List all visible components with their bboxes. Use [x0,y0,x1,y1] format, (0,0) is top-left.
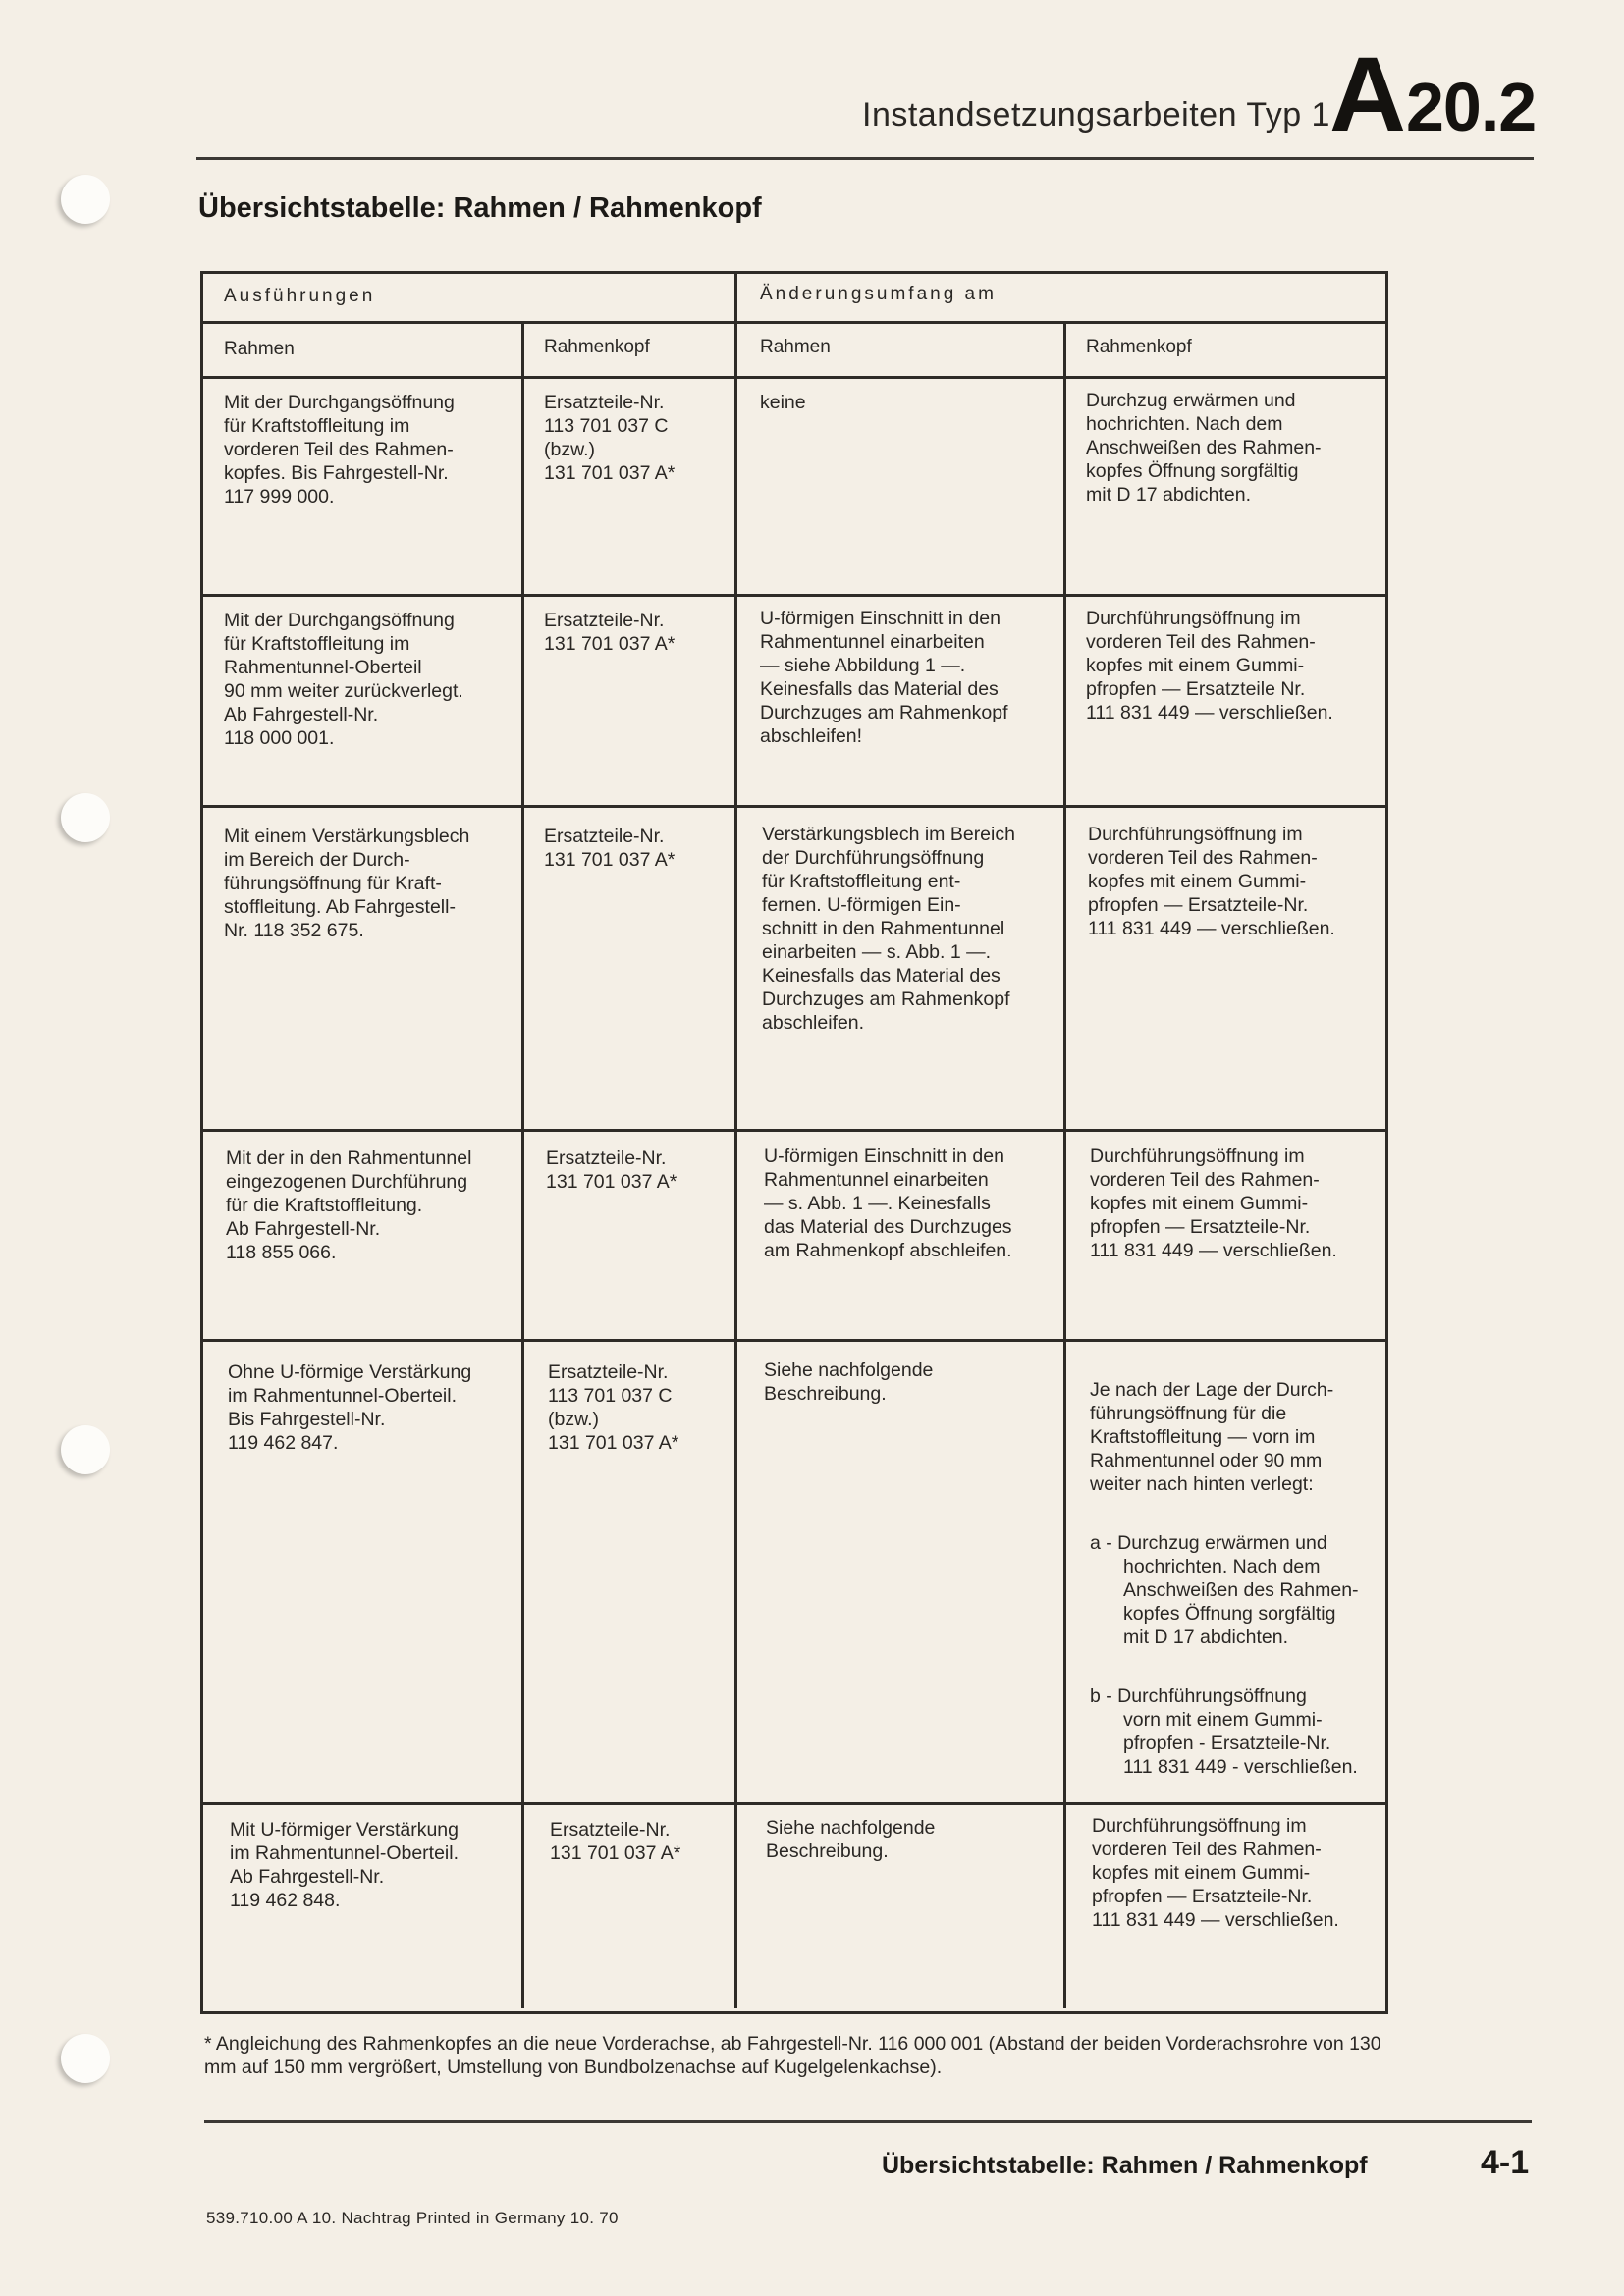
table-cell: U-förmigen Einschnitt in den Rahmentunnel einarbeiten — s. Abb. 1 —. Keinesfalls das Material des Durchzuges am Rahmenkopf abschleifen. [764,1146,1012,1261]
page-title: Übersichtstabelle: Rahmen / Rahmenkopf [198,192,762,224]
footer-rule [204,2120,1532,2123]
column-header-aend-rahmen: Rahmen [760,337,831,357]
punch-hole [61,793,110,842]
table-cell: Mit der Durchgangsöffnung für Kraftstoffleitung im Rahmentunnel-Oberteil 90 mm weiter zurückverlegt. Ab Fahrgestell-Nr. 118 000 001. [224,610,463,749]
section-code [1329,34,1537,153]
table-cell: Mit der in den Rahmentunnel eingezogenen Durchführung für die Kraftstoffleitung. Ab Fahrgestell-Nr. 118 855 066. [226,1148,472,1263]
table-cell: U-förmigen Einschnitt in den Rahmentunnel einarbeiten — siehe Abbildung 1 —. Keinesfalls das Material des Durchzuges am Rahmenkopf abschleifen! [760,608,1008,747]
table-divider [200,805,1388,808]
column-header-ausf-rahmenkopf: Rahmenkopf [544,337,650,357]
table-cell: Durchführungsöffnung im vorderen Teil des Rahmen- kopfes mit einem Gummi- pfropfen — Ersatzteile-Nr. 111 831 449 — verschließen. [1088,824,1335,939]
table-cell: Ersatzteile-Nr. 131 701 037 A* [546,1148,677,1193]
punch-hole [61,175,110,224]
table-divider [200,1129,1388,1132]
column-header-ausf-rahmen: Rahmen [224,339,295,359]
table-cell: Durchführungsöffnung im vorderen Teil des Rahmen- kopfes mit einem Gummi- pfropfen — Ersatzteile Nr. 111 831 449 — verschließen. [1086,608,1333,723]
table-divider [200,376,1388,379]
table-divider [200,1802,1388,1805]
table-cell: Ersatzteile-Nr. 131 701 037 A* [550,1819,681,1864]
table-cell: Ersatzteile-Nr. 131 701 037 A* [544,826,676,871]
punch-hole [61,1425,110,1474]
page-number: 4-1 [1481,2144,1530,2181]
table-divider [200,321,1388,324]
table-cell-text: Je nach der Lage der Durch- führungsöffnung für die Kraftstoffleitung — vorn im Rahmentunnel oder 90 mm weiter nach hinten verlegt: [1090,1379,1334,1495]
table-cell: Siehe nachfolgende Beschreibung. [764,1360,934,1405]
group-header-aenderungsumfang: Änderungsumfang am [760,284,997,304]
section-code-letter: A [1329,34,1406,153]
table-cell: Ersatzteile-Nr. 131 701 037 A* [544,610,676,655]
table-cell: Durchführungsöffnung im vorderen Teil des Rahmen- kopfes mit einem Gummi- pfropfen — Ersatzteile-Nr. 111 831 449 — verschließen. [1092,1815,1339,1931]
table-cell: Ersatzteile-Nr. 113 701 037 C (bzw.) 131 701 037 A* [548,1362,679,1454]
table-cell: keine [760,392,806,413]
footer-title: Übersichtstabelle: Rahmen / Rahmenkopf [882,2152,1368,2179]
table-cell: Mit einem Verstärkungsblech im Bereich der Durch- führungsöffnung für Kraft- stoffleitung. Ab Fahrgestell- Nr. 118 352 675. [224,826,470,941]
punch-hole [61,2034,110,2083]
footnote: * Angleichung des Rahmenkopfes an die neue Vorderachse, ab Fahrgestell-Nr. 116 000 001 (Abstand der beiden Vorderachsrohre von 130 mm auf 150 mm vergrößert, Umstellung von Bundbolzenachse auf Kugelgelenkachse). [204,2033,1381,2078]
table-divider [521,321,524,2008]
section-code-number: 20.2 [1406,69,1537,145]
section-heading: Instandsetzungsarbeiten Typ 1 [862,96,1330,133]
table-cell: Siehe nachfolgende Beschreibung. [766,1817,936,1862]
table-cell: Mit U-förmiger Verstärkung im Rahmentunnel-Oberteil. Ab Fahrgestell-Nr. 119 462 848. [230,1819,460,1911]
option-b: b - Durchführungsöffnung vorn mit einem Gummi- pfropfen - Ersatzteile-Nr. 111 831 449 - verschließen. [1090,1685,1358,1778]
option-a: a - Durchzug erwärmen und hochrichten. Nach dem Anschweißen des Rahmen- kopfes Öffnung sorgfältig mit D 17 abdichten. [1090,1532,1359,1648]
table-cell: Ersatzteile-Nr. 113 701 037 C (bzw.) 131 701 037 A* [544,392,676,484]
table-divider [734,271,737,2008]
table-cell: Mit der Durchgangsöffnung für Kraftstoffleitung im vorderen Teil des Rahmen- kopfes. Bis Fahrgestell-Nr. 117 999 000. [224,392,455,507]
table-divider [1063,321,1066,2008]
group-header-ausfuehrungen: Ausführungen [224,286,376,306]
table-cell [1090,1355,1388,1802]
table-cell: Ohne U-förmige Verstärkung im Rahmentunnel-Oberteil. Bis Fahrgestell-Nr. 119 462 847. [228,1362,472,1454]
print-info: 539.710.00 A 10. Nachtrag Printed in Germany 10. 70 [206,2209,619,2227]
table-cell: Durchführungsöffnung im vorderen Teil des Rahmen- kopfes mit einem Gummi- pfropfen — Ersatzteile-Nr. 111 831 449 — verschließen. [1090,1146,1337,1261]
table-divider [200,594,1388,597]
header-rule [196,157,1534,160]
table-divider [200,1339,1388,1342]
column-header-aend-rahmenkopf: Rahmenkopf [1086,337,1192,357]
table-cell: Durchzug erwärmen und hochrichten. Nach dem Anschweißen des Rahmen- kopfes Öffnung sorgfältig mit D 17 abdichten. [1086,390,1322,506]
table-cell: Verstärkungsblech im Bereich der Durchführungsöffnung für Kraftstoffleitung ent- fernen. U-förmigen Ein- schnitt in den Rahmentunnel einarbeiten — s. Abb. 1 —. Keinesfalls das Material des Durchzuges am Rahmenkopf abschleifen. [762,824,1015,1034]
